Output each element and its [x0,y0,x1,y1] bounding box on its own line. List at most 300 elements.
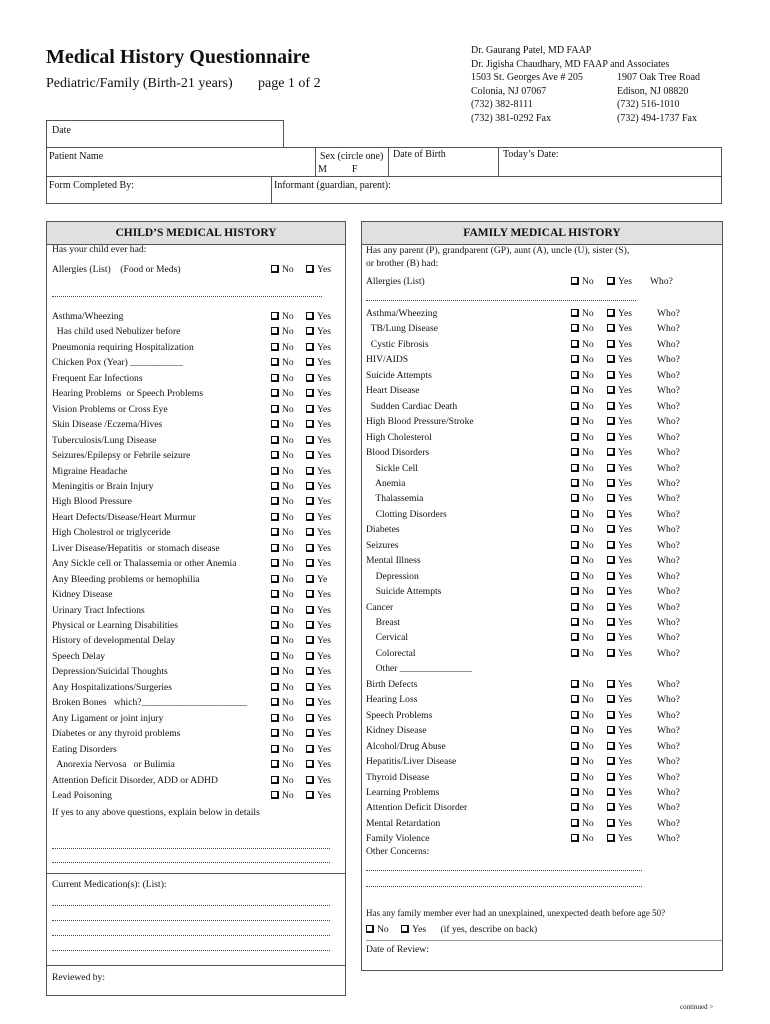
yes-label: Yes [317,589,331,601]
no-checkbox[interactable] [271,343,279,351]
who-label: Who? [657,493,680,505]
no-checkbox[interactable] [571,541,579,549]
no-checkbox[interactable] [271,327,279,335]
no-checkbox[interactable] [571,448,579,456]
no-checkbox[interactable] [571,572,579,580]
yes-checkbox[interactable] [306,698,314,706]
yes-checkbox[interactable] [607,510,615,518]
no-label: No [582,709,594,721]
office1-fax: (732) 381-0292 Fax [471,112,551,124]
yes-checkbox[interactable] [306,729,314,737]
yes-label: Yes [317,697,331,709]
yes-checkbox[interactable] [607,448,615,456]
date-field[interactable] [46,120,284,148]
yes-checkbox[interactable] [607,618,615,626]
yes-checkbox[interactable] [306,436,314,444]
no-checkbox[interactable] [571,757,579,765]
no-checkbox[interactable] [571,556,579,564]
no-checkbox[interactable] [271,497,279,505]
yes-label: Yes [618,276,632,287]
who-label: Who? [657,431,680,443]
child-history-row [52,587,342,602]
office2-fax: (732) 494-1737 Fax [617,112,697,124]
yes-label: Yes [317,542,331,554]
no-checkbox[interactable] [271,606,279,614]
no-checkbox[interactable] [571,340,579,348]
yes-label: Yes [618,570,632,582]
no-checkbox[interactable] [571,803,579,811]
no-label: No [282,419,294,431]
family-history-row [366,630,696,645]
no-checkbox[interactable] [571,773,579,781]
yes-checkbox[interactable] [306,405,314,413]
family-intro-1: Has any parent (P), grandparent (GP), aunt (A), uncle (U), sister (S), [366,245,630,256]
child-history-row [52,340,342,355]
no-checkbox[interactable] [571,464,579,472]
no-checkbox[interactable] [271,590,279,598]
yes-checkbox[interactable] [607,402,615,410]
condition-label: Alcohol/Drug Abuse [366,740,446,752]
yes-label: Yes [317,558,331,570]
child-history-row [52,618,342,633]
child-history-row [52,355,342,370]
yes-checkbox[interactable] [607,464,615,472]
no-label: No [282,712,294,724]
no-checkbox[interactable] [571,324,579,332]
no-checkbox[interactable] [271,374,279,382]
family-history-row [366,770,696,785]
who-label: Who? [657,354,680,366]
no-label: No [282,728,294,740]
yes-checkbox[interactable] [607,572,615,580]
yes-checkbox[interactable] [607,819,615,827]
no-checkbox[interactable] [571,309,579,317]
no-checkbox[interactable] [271,652,279,660]
yes-checkbox[interactable] [607,757,615,765]
no-checkbox[interactable] [271,312,279,320]
no-label: No [282,311,294,322]
yes-label: Yes [618,786,632,798]
yes-checkbox[interactable] [306,714,314,722]
yes-checkbox[interactable] [306,374,314,382]
yes-checkbox[interactable] [607,773,615,781]
no-label: No [582,817,594,829]
no-checkbox[interactable] [271,528,279,536]
no-checkbox[interactable] [571,711,579,719]
condition-label: Eating Disorders [52,743,117,755]
yes-checkbox[interactable] [306,776,314,784]
no-label: No [282,372,294,384]
no-label: No [282,604,294,616]
yes-checkbox[interactable] [306,528,314,536]
yes-checkbox[interactable] [306,683,314,691]
no-checkbox[interactable] [271,420,279,428]
yes-label: Yes [618,817,632,829]
yes-label: Yes [618,802,632,814]
medication-line-3[interactable] [52,935,330,936]
yes-checkbox[interactable] [607,340,615,348]
yes-label: Yes [317,728,331,740]
family-history-row [366,476,696,491]
yes-checkbox[interactable] [306,482,314,490]
no-checkbox[interactable] [271,729,279,737]
yes-label: Yes [317,419,331,431]
page-number: page 1 of 2 [258,76,321,91]
yes-checkbox[interactable] [607,788,615,796]
no-label: No [282,450,294,462]
yes-checkbox[interactable] [306,265,314,273]
concerns-line-1[interactable] [366,870,642,871]
condition-label: Hepatitis/Liver Disease [366,756,457,768]
death-no-checkbox[interactable] [366,925,374,933]
condition-label: Seizures [366,539,399,551]
child-history-row [52,633,342,648]
yes-checkbox[interactable] [306,590,314,598]
yes-checkbox[interactable] [306,544,314,552]
no-checkbox[interactable] [271,436,279,444]
who-label: Who? [657,725,680,737]
no-label: No [282,635,294,647]
no-checkbox[interactable] [571,742,579,750]
yes-checkbox[interactable] [607,834,615,842]
no-checkbox[interactable] [571,277,579,285]
yes-checkbox[interactable] [607,742,615,750]
explain-line-2[interactable] [52,862,330,863]
family-history-row [366,414,696,429]
family-history-row [366,600,696,615]
no-checkbox[interactable] [271,636,279,644]
no-checkbox[interactable] [271,683,279,691]
child-history-row [52,371,342,386]
sex-field[interactable] [315,147,389,177]
yes-checkbox[interactable] [306,559,314,567]
no-label: No [582,354,594,366]
no-checkbox[interactable] [571,726,579,734]
no-checkbox[interactable] [271,621,279,629]
yes-checkbox[interactable] [607,277,615,285]
yes-checkbox[interactable] [607,695,615,703]
no-checkbox[interactable] [571,649,579,657]
family-history-row [366,321,696,336]
child-history-row [52,433,342,448]
sex-options: M F [318,164,358,175]
no-checkbox[interactable] [271,559,279,567]
who-label: Who? [657,539,680,551]
condition-label: Attention Deficit Disorder [366,802,468,814]
condition-label: Suicide Attempts [366,369,432,381]
yes-checkbox[interactable] [306,497,314,505]
who-label: Who? [657,338,680,350]
no-checkbox[interactable] [271,482,279,490]
yes-label: Yes [618,632,632,644]
no-checkbox[interactable] [271,358,279,366]
yes-label: Yes [618,725,632,737]
family-history-row [366,553,696,568]
yes-checkbox[interactable] [607,726,615,734]
other-concerns-label: Other Concerns: [366,846,430,857]
no-checkbox[interactable] [271,776,279,784]
yes-checkbox[interactable] [306,760,314,768]
no-label: No [282,403,294,415]
no-checkbox[interactable] [571,680,579,688]
condition-label: Allergies (List) (Food or Meds) [52,264,181,275]
child-history-heading: CHILD’S MEDICAL HISTORY [47,222,345,245]
condition-label: Sickle Cell [366,462,418,474]
child-history-row [52,711,342,726]
yes-checkbox[interactable] [607,680,615,688]
condition-label: Liver Disease/Hepatitis or stomach disease [52,542,220,554]
today-date-field[interactable] [498,147,722,177]
no-label: No [582,508,594,520]
completed-by-label: Form Completed By: [49,180,134,191]
no-checkbox[interactable] [271,714,279,722]
yes-label: Yes [317,264,331,275]
yes-checkbox[interactable] [306,745,314,753]
no-label: No [582,617,594,628]
yes-label: Yes [317,774,331,786]
who-label: Who? [657,308,680,319]
yes-checkbox[interactable] [607,433,615,441]
who-label: Who? [657,817,680,829]
no-label: No [582,647,594,659]
medication-line-1[interactable] [52,905,330,906]
death-yes-label: Yes [412,924,427,935]
yes-label: Yes [618,508,632,520]
family-history-row [366,785,696,800]
condition-label: Hearing Problems or Speech Problems [52,388,204,400]
no-checkbox[interactable] [571,479,579,487]
medications-label: Current Medication(s): (List): [52,879,167,890]
no-checkbox[interactable] [271,389,279,397]
office1-phone: (732) 382-8111 [471,99,533,110]
condition-label: Blood Disorders [366,447,430,459]
no-checkbox[interactable] [571,355,579,363]
no-checkbox[interactable] [271,791,279,799]
condition-label: Mental Retardation [366,817,441,829]
yes-checkbox[interactable] [306,621,314,629]
no-checkbox[interactable] [571,618,579,626]
condition-label: Thyroid Disease [366,771,430,783]
death-yes-checkbox[interactable] [401,925,409,933]
yes-checkbox[interactable] [306,606,314,614]
yes-checkbox[interactable] [607,309,615,317]
yes-checkbox[interactable] [306,327,314,335]
patient-name-field[interactable] [46,147,316,177]
no-label: No [282,434,294,446]
who-label: Who? [657,385,680,397]
yes-label: Yes [317,759,331,771]
no-checkbox[interactable] [571,417,579,425]
yes-checkbox[interactable] [607,479,615,487]
no-checkbox[interactable] [571,603,579,611]
no-checkbox[interactable] [571,525,579,533]
completed-by-field[interactable] [46,176,272,204]
condition-label: High Cholestrol or triglyceride [52,527,171,539]
child-history-row [52,788,342,803]
child-history-row [52,479,342,494]
yes-checkbox[interactable] [306,467,314,475]
yes-label: Yes [618,462,632,474]
yes-label: Yes [618,308,632,319]
child-history-row [52,324,342,339]
yes-label: Yes [618,493,632,505]
yes-checkbox[interactable] [306,513,314,521]
family-history-row [366,352,696,367]
no-label: No [282,465,294,477]
yes-label: Yes [317,650,331,662]
yes-checkbox[interactable] [607,587,615,595]
explain-line-1[interactable] [52,848,330,849]
yes-label: Yes [618,555,632,567]
no-checkbox[interactable] [571,433,579,441]
family-history-row [366,507,696,522]
informant-field[interactable] [271,176,722,204]
no-label: No [282,357,294,369]
office2-city: Edison, NJ 08820 [617,85,689,97]
no-label: No [582,740,594,752]
medication-line-4[interactable] [52,950,330,951]
no-checkbox[interactable] [271,760,279,768]
family-allergies-line[interactable] [366,300,636,301]
no-checkbox[interactable] [571,788,579,796]
condition-label: Heart Disease [366,385,420,397]
no-checkbox[interactable] [571,695,579,703]
yes-label: Yes [317,326,331,338]
yes-checkbox[interactable] [306,636,314,644]
yes-checkbox[interactable] [306,451,314,459]
no-checkbox[interactable] [271,451,279,459]
review-date-label: Date of Review: [366,944,429,955]
yes-label: Yes [618,400,632,412]
concerns-line-2[interactable] [366,886,642,887]
no-checkbox[interactable] [271,405,279,413]
doctor-1: Dr. Gaurang Patel, MD FAAP [471,45,592,56]
yes-checkbox[interactable] [607,649,615,657]
condition-label: Family Violence [366,833,430,845]
yes-checkbox[interactable] [306,420,314,428]
no-checkbox[interactable] [271,265,279,273]
no-checkbox[interactable] [271,698,279,706]
who-label: Who? [657,617,680,628]
no-label: No [582,786,594,798]
family-history-row [366,800,696,815]
no-label: No [282,264,294,275]
condition-label: Any Sickle cell or Thalassemia or other Anemia [52,558,237,570]
no-label: No [582,555,594,567]
yes-checkbox[interactable] [306,389,314,397]
no-checkbox[interactable] [571,371,579,379]
no-label: No [582,308,594,319]
yes-checkbox[interactable] [607,417,615,425]
no-label: No [282,326,294,338]
family-history-row [366,491,696,506]
who-label: Who? [657,632,680,644]
yes-checkbox[interactable] [607,355,615,363]
condition-label: Any Bleeding problems or hemophilia [52,573,200,585]
yes-checkbox[interactable] [607,556,615,564]
family-history-row [366,723,696,738]
family-history-row [366,274,696,289]
yes-label: Yes [618,539,632,551]
yes-checkbox[interactable] [607,633,615,641]
no-checkbox[interactable] [571,834,579,842]
no-checkbox[interactable] [571,633,579,641]
no-label: No [582,338,594,350]
yes-checkbox[interactable] [607,324,615,332]
yes-checkbox[interactable] [306,343,314,351]
no-checkbox[interactable] [571,587,579,595]
who-label: Who? [657,524,680,536]
no-label: No [582,725,594,737]
yes-checkbox[interactable] [306,667,314,675]
no-checkbox[interactable] [571,510,579,518]
dob-field[interactable] [388,147,499,177]
no-label: No [282,527,294,539]
condition-label: Anemia [366,477,406,489]
no-label: No [282,589,294,601]
who-label: Who? [657,694,680,706]
yes-checkbox[interactable] [306,791,314,799]
no-label: No [582,694,594,706]
yes-label: Yes [618,323,632,335]
no-checkbox[interactable] [571,494,579,502]
condition-label: Vision Problems or Cross Eye [52,403,168,415]
no-checkbox[interactable] [271,575,279,583]
family-intro-2: or brother (B) had: [366,258,439,269]
who-label: Who? [657,477,680,489]
no-label: No [582,833,594,845]
yes-checkbox[interactable] [607,525,615,533]
yes-checkbox[interactable] [607,803,615,811]
family-history-row [366,739,696,754]
yes-checkbox[interactable] [607,603,615,611]
child-history-row [52,386,342,401]
yes-checkbox[interactable] [306,358,314,366]
no-label: No [582,431,594,443]
yes-checkbox[interactable] [306,575,314,583]
yes-label: Yes [317,712,331,724]
no-checkbox[interactable] [271,544,279,552]
family-history-row [366,538,696,553]
yes-checkbox[interactable] [607,386,615,394]
yes-checkbox[interactable] [306,312,314,320]
yes-checkbox[interactable] [607,711,615,719]
allergies-list-line[interactable] [52,296,322,297]
no-checkbox[interactable] [271,667,279,675]
no-checkbox[interactable] [271,745,279,753]
condition-label: Has child used Nebulizer before [52,326,181,338]
who-label: Who? [657,740,680,752]
explain-instruction: If yes to any above questions, explain below in details [52,807,260,818]
no-checkbox[interactable] [271,513,279,521]
no-label: No [582,678,594,690]
condition-label: Allergies (List) [366,276,425,287]
no-checkbox[interactable] [271,467,279,475]
no-label: No [582,539,594,551]
yes-checkbox[interactable] [306,652,314,660]
yes-checkbox[interactable] [607,371,615,379]
no-label: No [282,759,294,771]
office1-address: 1503 St. Georges Ave # 205 [471,72,583,83]
yes-checkbox[interactable] [607,541,615,549]
no-checkbox[interactable] [571,386,579,394]
medication-line-2[interactable] [52,920,330,921]
who-label: Who? [657,570,680,582]
no-checkbox[interactable] [571,819,579,827]
yes-checkbox[interactable] [607,494,615,502]
no-checkbox[interactable] [571,402,579,410]
no-label: No [282,542,294,554]
